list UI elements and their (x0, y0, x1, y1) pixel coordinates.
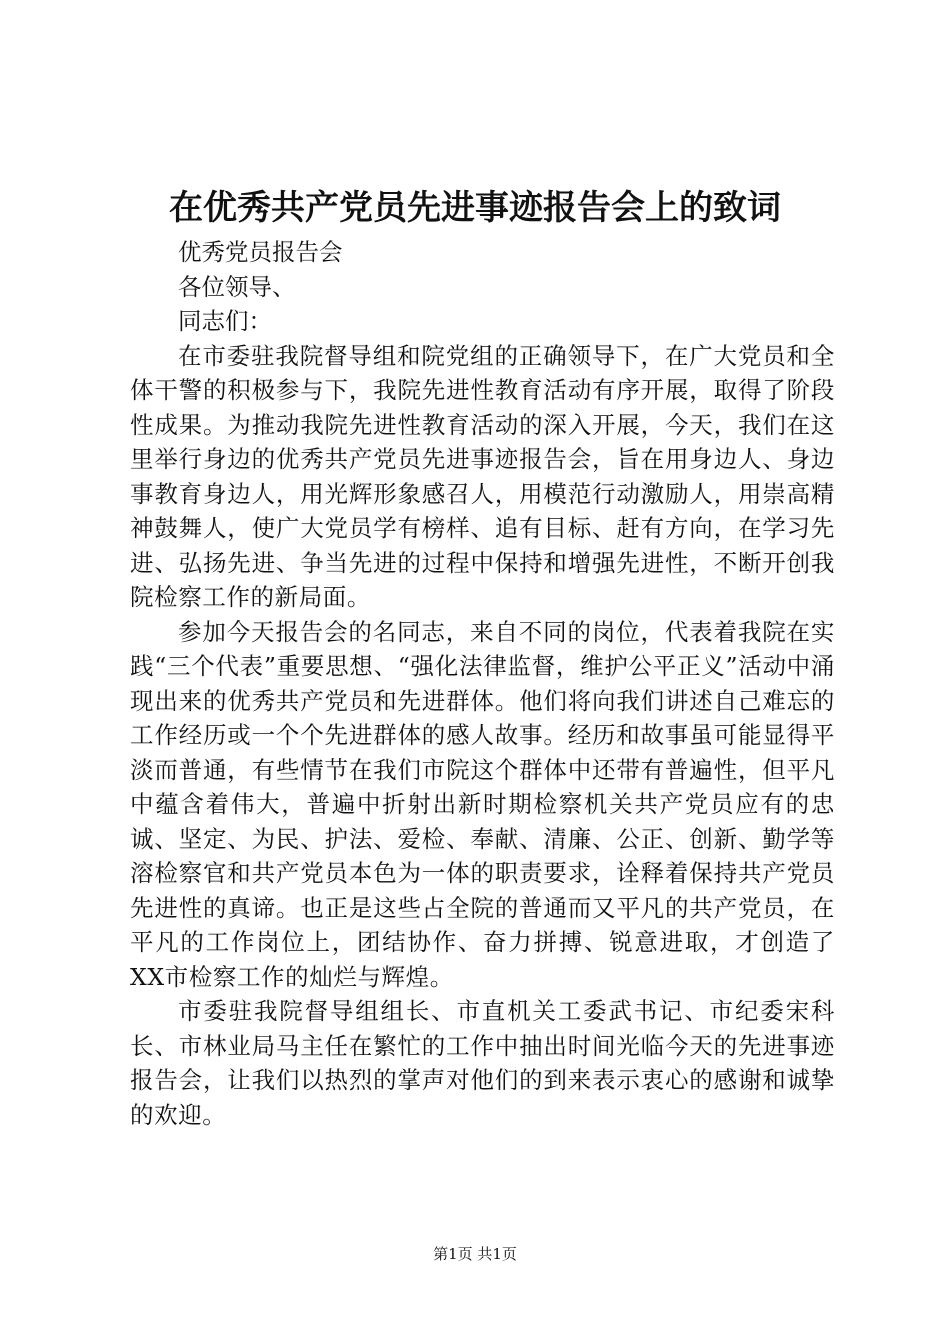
document-title: 在优秀共产党员先进事迹报告会上的致词 (169, 188, 781, 228)
subtitle-line: 优秀党员报告会 (178, 238, 343, 266)
document-body (130, 235, 835, 1132)
body-paragraph-1: 在市委驻我院督导组和院党组的正确领导下，在广大党员和全体干警的积极参与下，我院先进性教育活动有序开展，取得了阶段性成果。为推动我院先进性教育活动的深入开展，今天，我们在这里举行身边的优秀共产党员先进事迹报告会，旨在用身边人、身边事教育身边人，用光辉形象感召人，用模范行动激励人，用崇高精神鼓舞人，使广大党员学有榜样、追有目标、赶有方向，在学习先进、弘扬先进、争当先进的过程中保持和增强先进性，不断开创我院检察工作的新局面。 (130, 341, 835, 611)
salutation-line-2: 同志们： (178, 307, 272, 335)
page-footer: 第1页 共1页 (433, 1245, 517, 1263)
body-paragraph-3: 市委驻我院督导组组长、市直机关工委武书记、市纪委宋科长、市林业局马主任在繁忙的工作中抽出时间光临今天的先进事迹报告会，让我们以热烈的掌声对他们的到来表示衷心的感谢和诚挚的欢迎。 (130, 997, 835, 1129)
body-paragraph-2: 参加今天报告会的名同志，来自不同的岗位，代表着我院在实践“三个代表”重要思想、“强化法律监督，维护公平正义”活动中涌现出来的优秀共产党员和先进群体。他们将向我们讲述自己难忘的工作经历或一个个先进群体的感人故事。经历和故事虽可能显得平淡而普通，有些情节在我们市院这个群体中还带有普遍性，但平凡中蕴含着伟大，普遍中折射出新时期检察机关共产党员应有的忠诚、坚定、为民、护法、爱检、奉献、清廉、公正、创新、勤学等溶检察官和共产党员本色为一体的职责要求，诠释着保持共产党员先进性的真谛。也正是这些占全院的普通而又平凡的共产党员，在平凡的工作岗位上，团结协作、奋力拼搏、锐意进取，才创造了XX市检察工作的灿烂与辉煌。 (130, 617, 835, 991)
salutation-line-1: 各位领导、 (178, 272, 296, 301)
